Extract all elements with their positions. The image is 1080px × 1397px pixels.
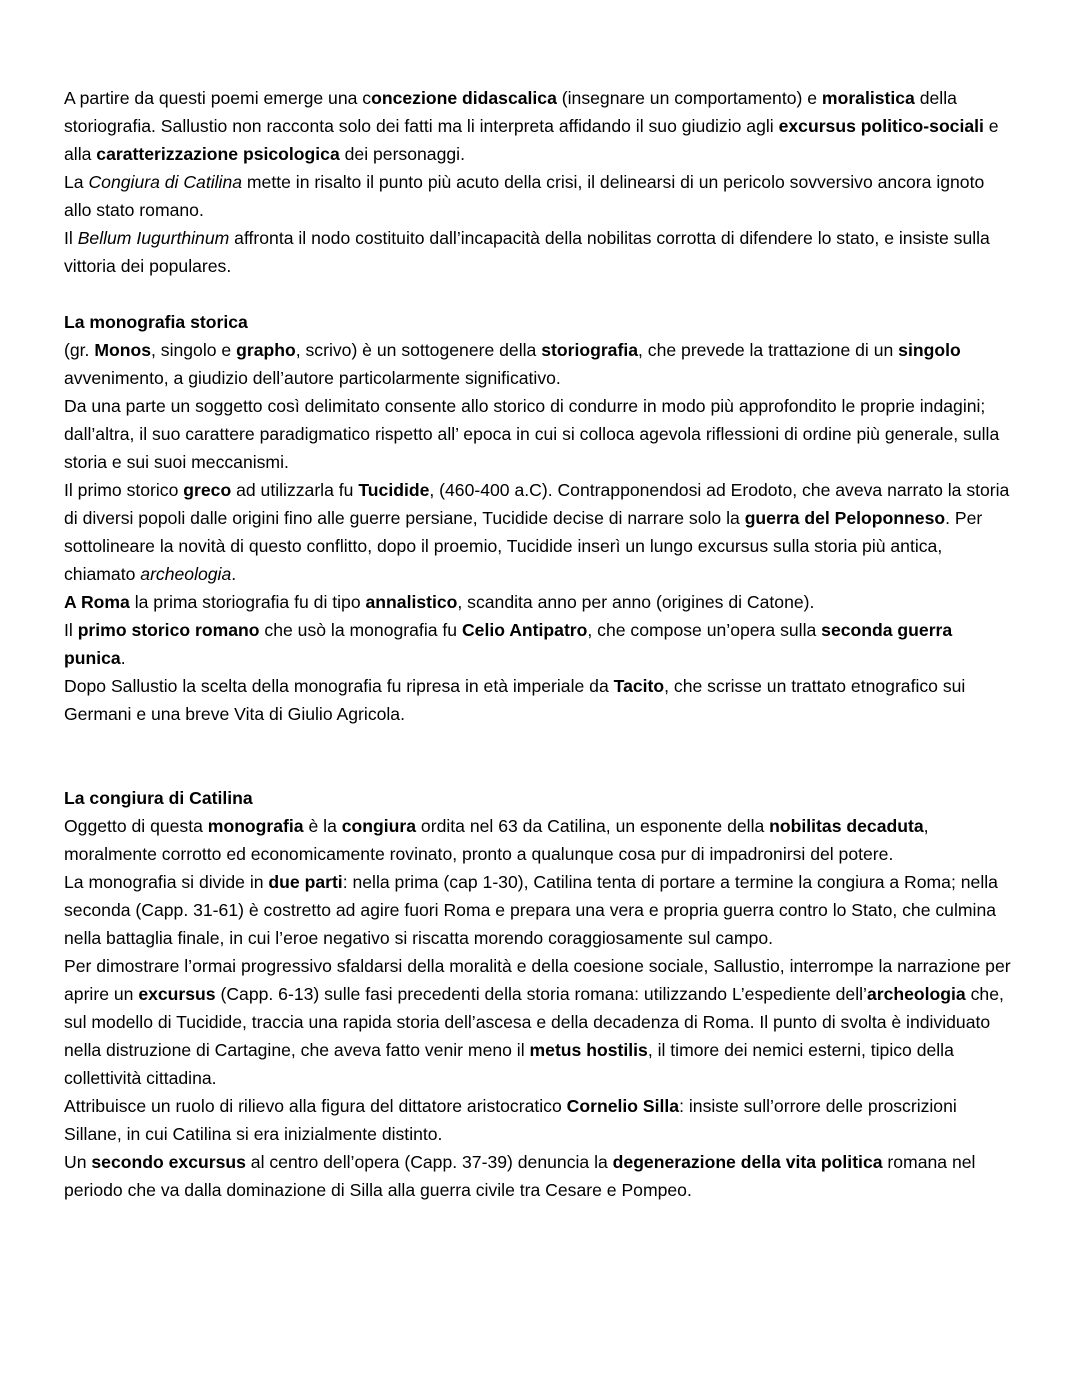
paragraph-due-parti: La monografia si divide in due parti: nella prima (cap 1-30), Catilina tenta di portare a termine la congiura a Roma; nella seconda (Capp. 31-61) è costretto ad agire fuori Roma e prepara una vera e propria guerra contro lo Stato, che culmina nella battaglia finale, in cui l’eroe negativo si riscatta morendo coraggiosamente sul campo.	[64, 872, 998, 948]
paragraph-congiura-crisi: La Congiura di Catilina mette in risalto il punto più acuto della crisi, il delinearsi di un pericolo sovversivo ancora ignoto allo stato romano.	[64, 172, 985, 220]
paragraph-monos-grapho: (gr. Monos, singolo e grapho, scrivo) è un sottogenere della storiografia, che prevede la trattazione di un singolo avvenimento, a giudizio dell’autore particolarmente significativo.	[64, 340, 961, 388]
paragraph-oggetto-monografia: Oggetto di questa monografia è la congiura ordita nel 63 da Catilina, un esponente della nobilitas decaduta, moralmente corrotto ed economicamente rovinato, pronto a qualunque cosa pur di impadronirsi del potere.	[64, 816, 929, 864]
heading-congiura-catilina: La congiura di Catilina	[64, 788, 253, 808]
paragraph-tacito: Dopo Sallustio la scelta della monografia fu ripresa in età imperiale da Tacito, che scrisse un trattato etnografico sui Germani e una breve Vita di Giulio Agricola.	[64, 676, 966, 724]
paragraph-bellum-iugurthinum: Il Bellum Iugurthinum affronta il nodo costituito dall’incapacità della nobilitas corrotta di difendere lo stato, e insiste sulla vittoria dei populares.	[64, 228, 990, 276]
paragraph-secondo-excursus: Un secondo excursus al centro dell’opera (Capp. 37-39) denuncia la degenerazione della vita politica romana nel periodo che va dalla dominazione di Silla alla guerra civile tra Cesare e Pompeo.	[64, 1152, 976, 1200]
paragraph-concezione-didascalica: A partire da questi poemi emerge una concezione didascalica (insegnare un comportamento) e moralistica della storiografia. Sallustio non racconta solo dei fatti ma li interpreta affidando il suo giudizio agli excursus politico-sociali e alla caratterizzazione psicologica dei personaggi.	[64, 88, 999, 164]
paragraph-cornelio-silla: Attribuisce un ruolo di rilievo alla figura del dittatore aristocratico Cornelio Silla: insiste sull’orrore delle proscrizioni Sillane, in cui Catilina si era inizialmente distinto.	[64, 1096, 957, 1144]
paragraph-excursus-archeologia: Per dimostrare l’ormai progressivo sfaldarsi della moralità e della coesione sociale, Sallustio, interrompe la narrazione per aprire un excursus (Capp. 6-13) sulle fasi precedenti della storia romana: utilizzando L’espediente dell’archeologia che, sul modello di Tucidide, traccia una rapida storia dell’ascesa e della decadenza di Roma. Il punto di svolta è individuato nella distruzione di Cartagine, che aveva fatto venir meno il metus hostilis, il timore dei nemici esterni, tipico della collettività cittadina.	[64, 956, 1011, 1088]
paragraph-soggetto-delimitato: Da una parte un soggetto così delimitato consente allo storico di condurre in modo più approfondito le proprie indagini; dall’altra, il suo carattere paradigmatico rispetto all’ epoca in cui si colloca agevola riflessioni di ordine più generale, sulla storia e sui suoi meccanismi.	[64, 396, 1000, 472]
paragraph-tucidide: Il primo storico greco ad utilizzarla fu Tucidide, (460-400 a.C). Contrapponendosi ad Erodoto, che aveva narrato la storia di diversi popoli dalle origini fino alle guerre persiane, Tucidide decise di narrare solo la guerra del Peloponneso. Per sottolineare la novità di questo conflitto, dopo il proemio, Tucidide inserì un lungo excursus sulla storia più antica, chiamato archeologia.	[64, 480, 1010, 584]
blank-line	[64, 280, 1014, 308]
blank-line	[64, 756, 1014, 784]
paragraph-a-roma-annalistica: A Roma la prima storiografia fu di tipo annalistico, scandita anno per anno (origines di Catone).	[64, 592, 815, 612]
heading-monografia-storica: La monografia storica	[64, 312, 248, 332]
paragraph-celio-antipatro: Il primo storico romano che usò la monografia fu Celio Antipatro, che compose un’opera sulla seconda guerra punica.	[64, 620, 953, 668]
blank-line	[64, 728, 1014, 756]
